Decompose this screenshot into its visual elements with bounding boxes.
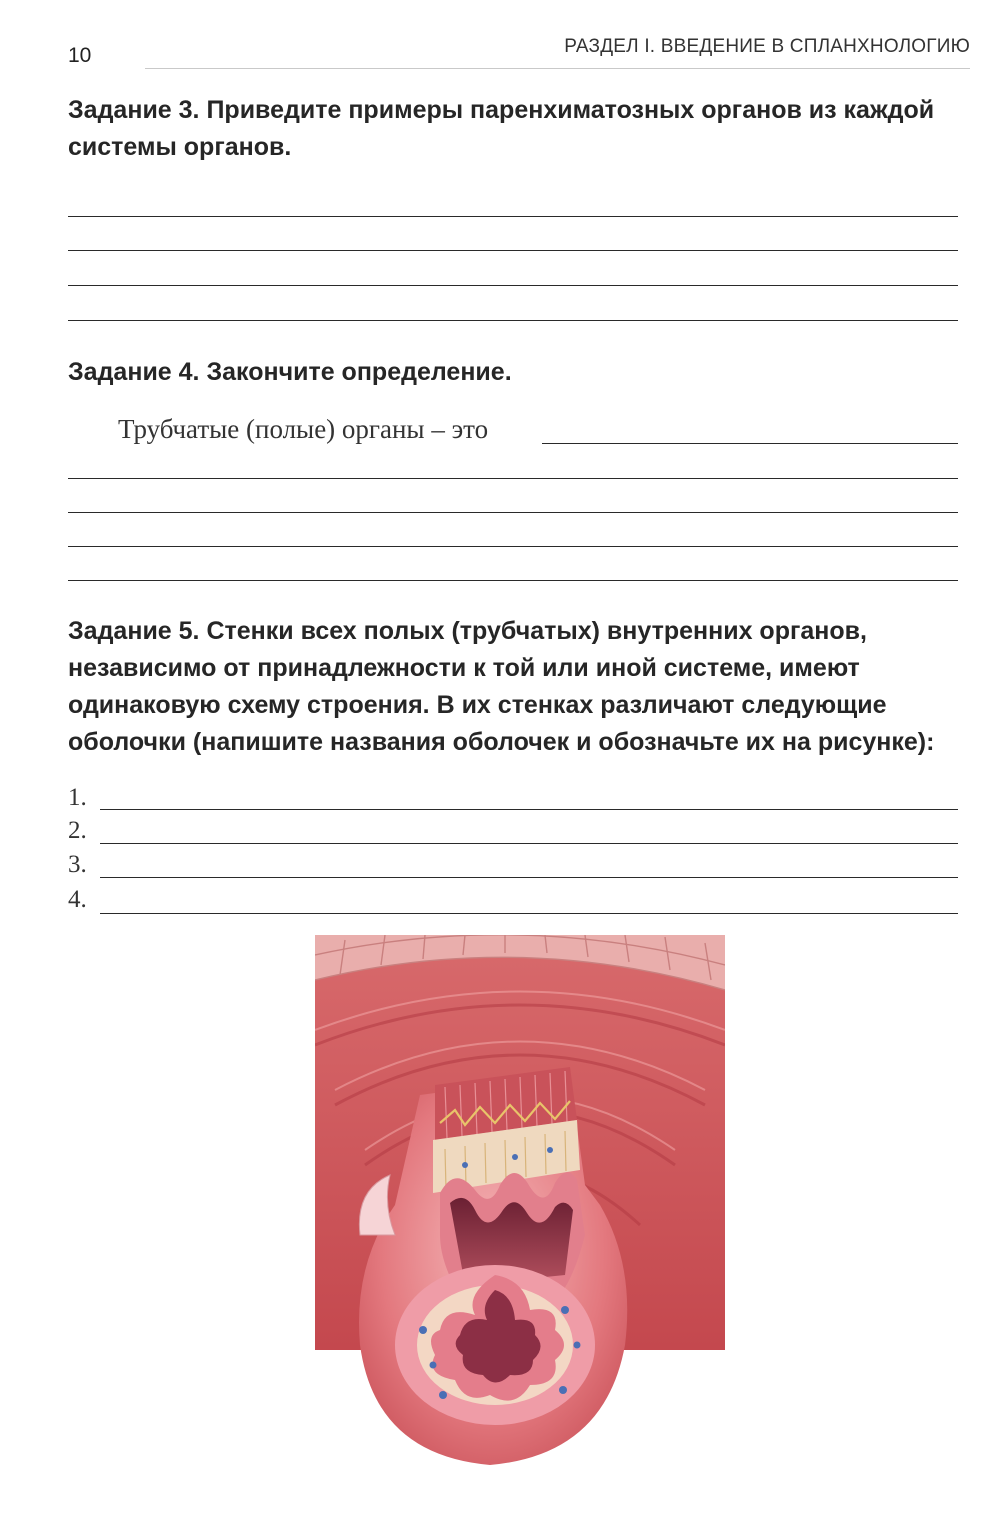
membrane-answer-line[interactable] (100, 913, 958, 914)
task-5-heading: Задание 5. Стенки всех полых (трубчатых) внутренних органов, независимо от принадлежности к той или иной системе, имеют одинаковую схему строения. В их стенках различают следующие оболочки (напишите названия оболочек и обозначьте их на рисунке): (68, 617, 935, 756)
task-3-heading: Задание 3. Приведите примеры паренхиматозных органов из каждой системы органов. (68, 96, 935, 161)
answer-line[interactable] (68, 580, 958, 581)
list-item-number: 3. (68, 851, 87, 878)
task-4-heading: Задание 4. Закончите определение. (68, 358, 512, 386)
definition-line[interactable] (542, 443, 958, 444)
answer-line[interactable] (68, 216, 958, 217)
header-rule (145, 68, 970, 69)
list-item-number: 4. (68, 886, 87, 913)
answer-line[interactable] (68, 320, 958, 321)
membrane-answer-line[interactable] (100, 809, 958, 810)
answer-line[interactable] (68, 546, 958, 547)
answer-line[interactable] (68, 285, 958, 286)
running-head: РАЗДЕЛ I. ВВЕДЕНИЕ В СПЛАНХНОЛОГИЮ (564, 36, 970, 57)
answer-line[interactable] (68, 478, 958, 479)
organ-wall-figure (315, 935, 725, 1475)
membrane-answer-line[interactable] (100, 877, 958, 878)
list-item-number: 2. (68, 817, 87, 844)
answer-line[interactable] (68, 512, 958, 513)
list-item-number: 1. (68, 784, 87, 811)
definition-prompt: Трубчатые (полые) органы – это (118, 414, 489, 444)
membrane-answer-line[interactable] (100, 843, 958, 844)
page-number: 10 (68, 44, 92, 67)
answer-line[interactable] (68, 250, 958, 251)
hollow-organ-wall-illustration-icon (315, 935, 725, 1475)
